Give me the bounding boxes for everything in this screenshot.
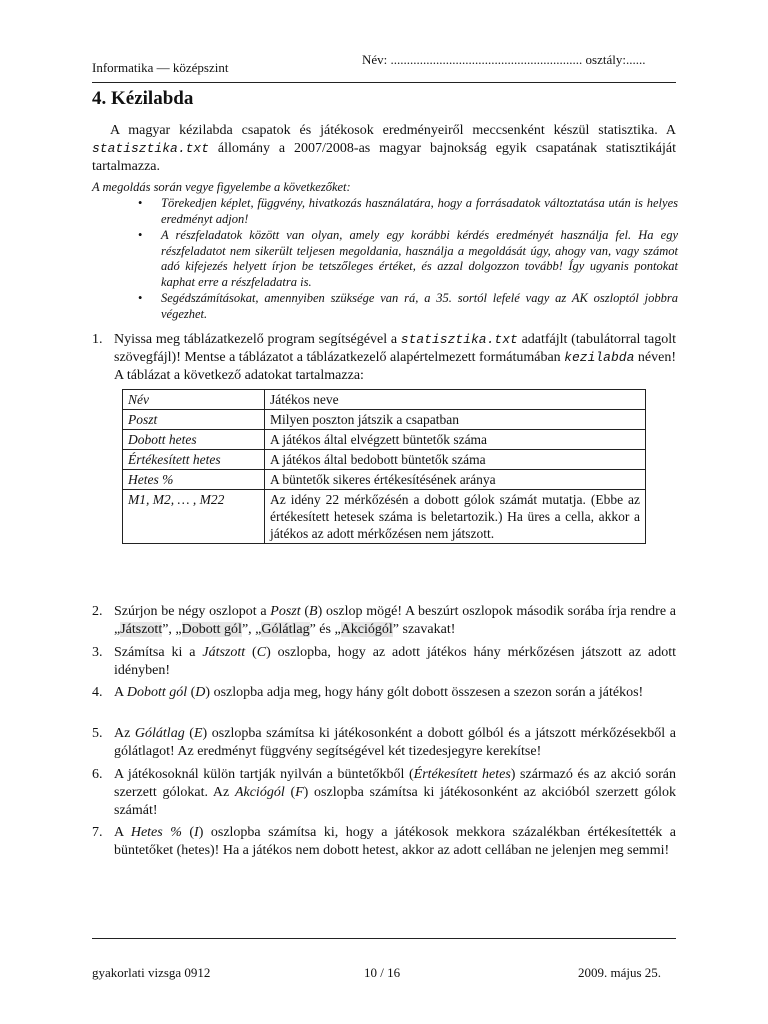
table-row xyxy=(123,390,646,410)
task-number: 2. xyxy=(92,604,103,619)
notes-list xyxy=(138,196,678,323)
task-2 xyxy=(92,603,676,639)
task-text: Az Gólátlag (E) oszlopba számítsa ki játékosonként a dobott gólból és a játszott mérkőzésekből a gólátlagot! Az eredményt függvény segítségével két tizedesjegyre kerekítse! xyxy=(114,726,676,759)
field-name: Értékesített hetes xyxy=(123,450,265,470)
filename: statisztika.txt xyxy=(400,332,518,347)
field-name: Dobott hetes xyxy=(123,430,265,450)
bullet-icon: • xyxy=(138,291,143,305)
header-word: Akciógól xyxy=(340,622,393,637)
task-5 xyxy=(92,725,676,761)
field-description: A játékos által bedobott büntetők száma xyxy=(265,450,646,470)
field-description: Milyen poszton játszik a csapatban xyxy=(265,410,646,430)
table-row xyxy=(123,470,646,490)
bullet-icon: • xyxy=(138,228,143,242)
task-number: 7. xyxy=(92,825,103,840)
header-word: Dobott gól xyxy=(181,622,242,637)
task-text: Számítsa ki a Játszott (C) oszlopba, hogy az adott játékos hány mérkőzésen játszott az adott idényben! xyxy=(114,645,676,678)
task-number: 3. xyxy=(92,645,103,660)
notes-item: • Segédszámításokat, amennyiben szüksége van rá, a 35. sortól lefelé vagy az AK oszloptól jobbra végezhet. xyxy=(138,291,678,321)
field-name: Poszt xyxy=(123,410,265,430)
task-number: 1. xyxy=(92,332,103,347)
field-name: Hetes % xyxy=(123,470,265,490)
footer-date: 2009. május 25. xyxy=(578,965,662,980)
notes-item: • Törekedjen képlet, függvény, hivatkozás használatára, hogy a forrásadatok változtatása után is helyes eredményt adjon! xyxy=(138,196,678,226)
task-text: A Hetes % (I) oszlopba számítsa ki, hogy a játékosok mekkora százalékban értékesítették a büntetőket (hetes)! Ha a játékos nem dobott hetest, akkor az adott cellában ne jelenjen meg semmi! xyxy=(114,825,676,858)
header-name-class-field: Név: ........................................................... osztály:...... xyxy=(362,52,646,67)
table-row xyxy=(123,450,646,470)
table-row xyxy=(123,490,646,544)
task-6 xyxy=(92,766,676,820)
filename: statisztika.txt xyxy=(92,141,210,156)
footer-divider xyxy=(92,938,676,939)
field-description: A büntetők sikeres értékesítésének aránya xyxy=(265,470,646,490)
field-description: Játékos neve xyxy=(265,390,646,410)
header-divider xyxy=(92,82,676,83)
footer-exam-code: gyakorlati vizsga 0912 xyxy=(92,965,211,980)
task-text: Szúrjon be négy oszlopot a Poszt (B) oszlop mögé! A beszúrt oszlopok második sorába írja rendre a „Játszott”, „Dobott gól”, „Gólátlag” és „Akciógól” szavakat! xyxy=(114,604,676,637)
task-number: 4. xyxy=(92,685,103,700)
task-3 xyxy=(92,644,676,680)
header-word: Játszott xyxy=(120,622,163,637)
header-word: Gólátlag xyxy=(261,622,310,637)
task-number: 5. xyxy=(92,726,103,741)
task-1 xyxy=(92,331,676,385)
field-description: Az idény 22 mérkőzésén a dobott gólok számát mutatja. (Ebbe az értékesített hetesek száma is beletartozik.) Ha üres a cella, akkor a játékos az adott mérkőzésen nem játszott. xyxy=(265,490,646,544)
field-name: M1, M2, … , M22 xyxy=(123,490,265,544)
notes-item: • A részfeladatok között van olyan, amely egy korábbi kérdés eredményét használja fel. Ha egy részfeladatot nem sikerült teljesen megoldania, használja a megoldását úgy, ahogy van, vagy számot adó kifejezés helyett írjon be tetszőleges értéket, és azzal dolgozzon tovább! Így ugyanis pontokat kaphat erre a részfeladatra is. xyxy=(138,228,678,289)
task-7 xyxy=(92,824,676,860)
task-number: 6. xyxy=(92,767,103,782)
footer-page-number: 10 / 16 xyxy=(364,965,401,980)
field-description: A játékos által elvégzett büntetők száma xyxy=(265,430,646,450)
table-row xyxy=(123,410,646,430)
table-row xyxy=(123,430,646,450)
save-name: kezilabda xyxy=(564,350,635,365)
bullet-icon: • xyxy=(138,196,143,210)
fields-table xyxy=(122,389,646,544)
task-text: A Dobott gól (D) oszlopba adja meg, hogy hány gólt dobott összesen a szezon során a játékos! xyxy=(114,685,644,700)
intro-paragraph: A magyar kézilabda csapatok és játékosok eredményeiről meccsenként készül statisztika. A statisztika.txt állomány a 2007/2008-as magyar bajnokság egyik csapatának statisztikáját tartalmazza. xyxy=(92,123,676,174)
task-title: 4. Kézilabda xyxy=(92,88,194,109)
task-4 xyxy=(92,684,676,702)
field-name: Név xyxy=(123,390,265,410)
task-text: Nyissa meg táblázatkezelő program segítségével a statisztika.txt adatfájlt (tabulátorral tagolt szövegfájl)! Mentse a táblázatot a táblázatkezelő alapértelmezett formátumában kezilabda néven! A táblázat a következő adatokat tartalmazza: xyxy=(114,332,676,383)
task-text: A játékosoknál külön tartják nyilván a büntetőkből (Értékesített hetes) származó és az akció során szerzett gólokat. Az Akciógól (F) oszlopba számítsa ki játékosonként az akcióból szerzett gólok számát! xyxy=(114,767,676,818)
header-subject: Informatika — középszint xyxy=(92,60,229,75)
notes-heading: A megoldás során vegye figyelembe a következőket: xyxy=(92,180,351,194)
